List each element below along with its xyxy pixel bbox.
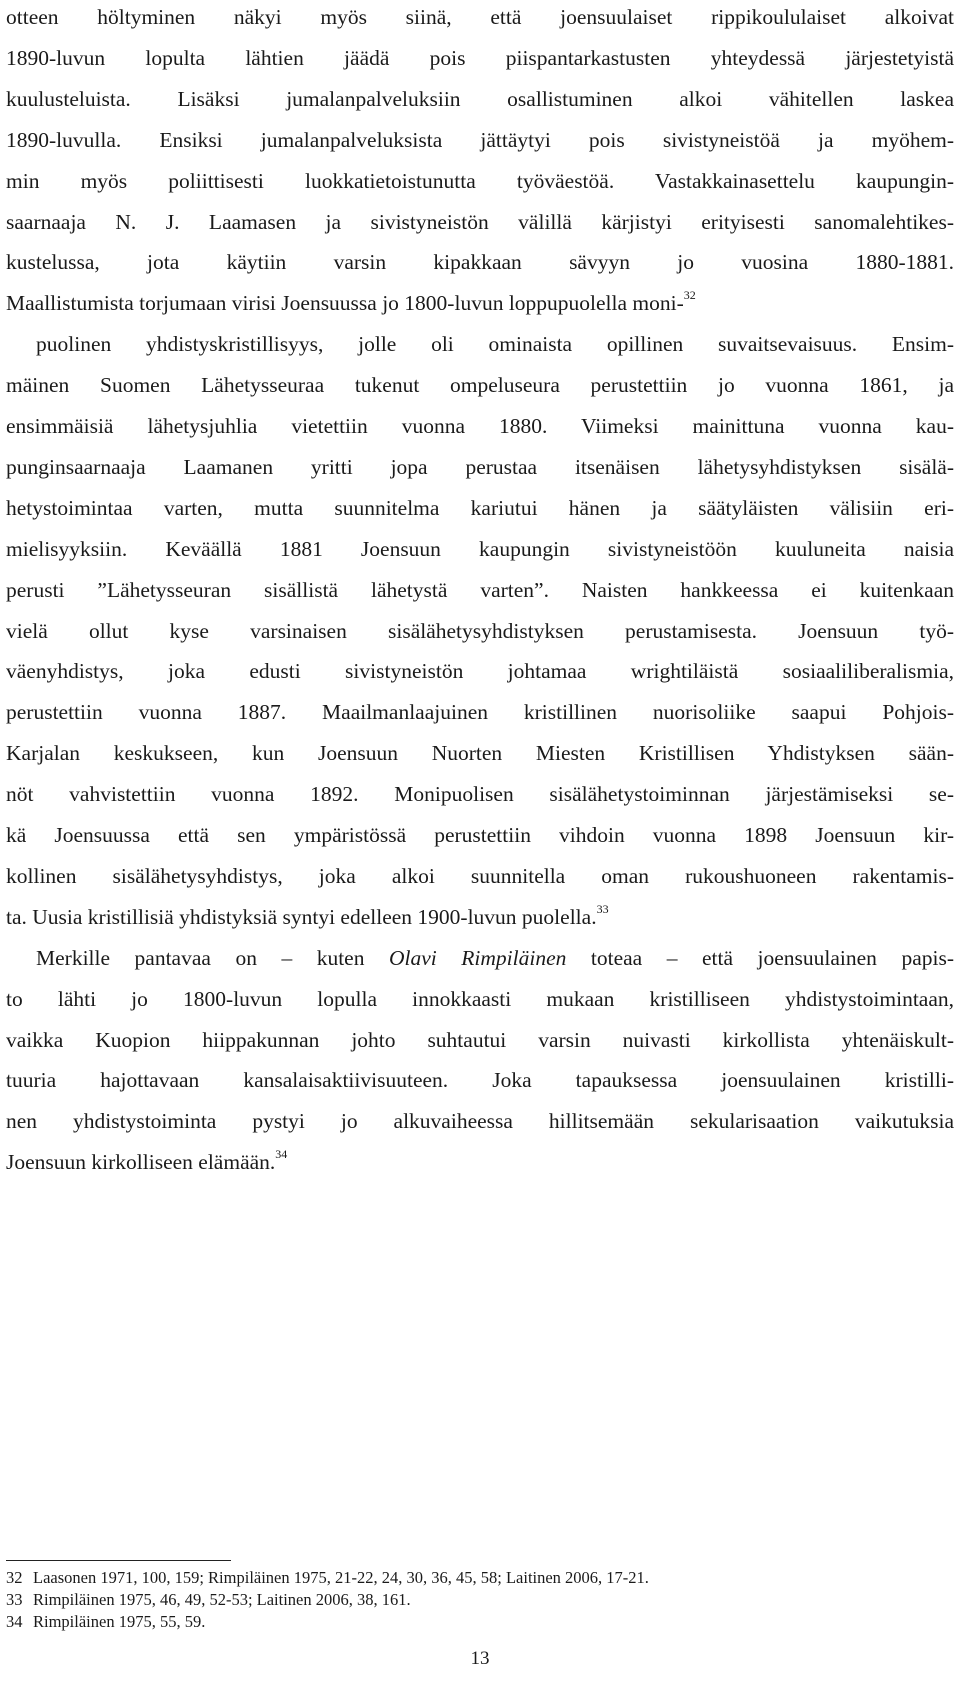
text-segment: toteaa – että joensuulainen papis- <box>566 946 954 970</box>
text-line: perusti ”Lähetysseuran sisällistä lähetystä varten”. Naisten hankkeessa ei kuitenkaan <box>6 578 954 602</box>
text-line: perustettiin vuonna 1887. Maailmanlaajuinen kristillinen nuorisoliike saapui Pohjois- <box>6 700 954 724</box>
text-line: to lähti jo 1800-luvun lopulla innokkaasti mukaan kristilliseen yhdistystoimintaan, <box>6 987 954 1011</box>
footnote-33 <box>6 1589 946 1611</box>
footnote-divider <box>6 1560 231 1561</box>
text-segment: Maallistumista torjumaan virisi Joensuussa jo 1800-luvun loppupuolella moni- <box>6 291 684 315</box>
text-line: tuuria hajottavaan kansalaisaktiivisuuteen. Joka tapauksessa joensuulainen kristilli- <box>6 1068 954 1092</box>
text-segment: Joensuun kirkolliseen elämään. <box>6 1150 276 1174</box>
text-line: otteen höltyminen näkyi myös siinä, että joensuulaiset rippikoululaiset alkoivat <box>6 5 954 29</box>
text-line: Karjalan keskukseen, kun Joensuun Nuorten Miesten Kristillisen Yhdistyksen sään- <box>6 741 954 765</box>
text-line: kustelussa, jota käytiin varsin kipakkaan sävyyn jo vuosina 1880-1881. <box>6 250 954 274</box>
footnote-number: 34 <box>6 1612 23 1631</box>
text-line: 1890-luvulla. Ensiksi jumalanpalveluksista jättäytyi pois sivistyneistöä ja myöhem- <box>6 128 954 152</box>
footnote-34 <box>6 1611 946 1633</box>
text-line: vaikka Kuopion hiippakunnan johto suhtautui varsin nuivasti kirkollista yhtenäiskult- <box>6 1028 954 1052</box>
text-line: kollinen sisälähetysyhdistys, joka alkoi suunnitella oman rukoushuoneen rakentamis- <box>6 864 954 888</box>
footnote-number: 32 <box>6 1568 23 1587</box>
page-number: 13 <box>470 1648 490 1669</box>
text-line: nen yhdistystoiminta pystyi jo alkuvaiheessa hillitsemään sekularisaation vaikutuksia <box>6 1109 954 1133</box>
footnote-32 <box>6 1567 946 1589</box>
text-line: puolinen yhdistyskristillisyys, jolle oli ominaista opillinen suvaitsevaisuus. Ensim- <box>36 332 954 356</box>
text-line: kä Joensuussa että sen ympäristössä perustettiin vihdoin vuonna 1898 Joensuun kir- <box>6 823 954 847</box>
footnote-ref: 32 <box>683 287 696 302</box>
footnote-ref: 33 <box>596 901 609 916</box>
footnote-text: Rimpiläinen 1975, 46, 49, 52-53; Laitinen 2006, 38, 161. <box>33 1590 411 1609</box>
text-line <box>6 943 954 973</box>
footnote-text: Laasonen 1971, 100, 159; Rimpiläinen 1975, 21-22, 24, 30, 36, 45, 58; Laitinen 2006, 17-21. <box>33 1568 649 1587</box>
text-segment: ta. Uusia kristillisiä yhdistyksiä syntyi edelleen 1900-luvun puolella. <box>6 905 597 929</box>
text-line: väenyhdistys, joka edusti sivistyneistön johtamaa wrightiläistä sosiaaliliberalismia, <box>6 659 954 683</box>
text-line: vielä ollut kyse varsinaisen sisälähetysyhdistyksen perustamisesta. Joensuun työ- <box>6 619 954 643</box>
text-line: punginsaarnaaja Laamanen yritti jopa perustaa itsenäisen lähetysyhdistyksen sisälä- <box>6 455 954 479</box>
text-line: nöt vahvistettiin vuonna 1892. Monipuolisen sisälähetystoiminnan järjestämiseksi se- <box>6 782 954 806</box>
text-segment: Merkille pantavaa on – kuten <box>36 946 389 970</box>
text-line <box>6 902 954 932</box>
text-line <box>6 288 954 318</box>
text-line: mäinen Suomen Lähetysseuraa tukenut ompeluseura perustettiin jo vuonna 1861, ja <box>6 373 954 397</box>
text-line: mielisyyksiin. Keväällä 1881 Joensuun kaupungin sivistyneistöön kuuluneita naisia <box>6 537 954 561</box>
footnote-text: Rimpiläinen 1975, 55, 59. <box>33 1612 206 1631</box>
text-line: hetystoimintaa varten, mutta suunnitelma kariutui hänen ja säätyläisten välisiin eri- <box>6 496 954 520</box>
text-line: 1890-luvun lopulta lähtien jäädä pois piispantarkastusten yhteydessä järjestetyistä <box>6 46 954 70</box>
text-line: saarnaaja N. J. Laamasen ja sivistyneistön välillä kärjistyi erityisesti sanomalehtikes- <box>6 210 954 234</box>
text-line <box>6 1147 954 1177</box>
footnote-ref: 34 <box>275 1146 288 1161</box>
footnote-number: 33 <box>6 1590 23 1609</box>
text-line: ensimmäisiä lähetysjuhlia vietettiin vuonna 1880. Viimeksi mainittuna vuonna kau- <box>6 414 954 438</box>
author-name: Olavi Rimpiläinen <box>389 946 567 970</box>
text-line: kuulusteluista. Lisäksi jumalanpalveluksiin osallistuminen alkoi vähitellen laskea <box>6 87 954 111</box>
text-line: min myös poliittisesti luokkatietoistunutta työväestöä. Vastakkainasettelu kaupungin- <box>6 169 954 193</box>
